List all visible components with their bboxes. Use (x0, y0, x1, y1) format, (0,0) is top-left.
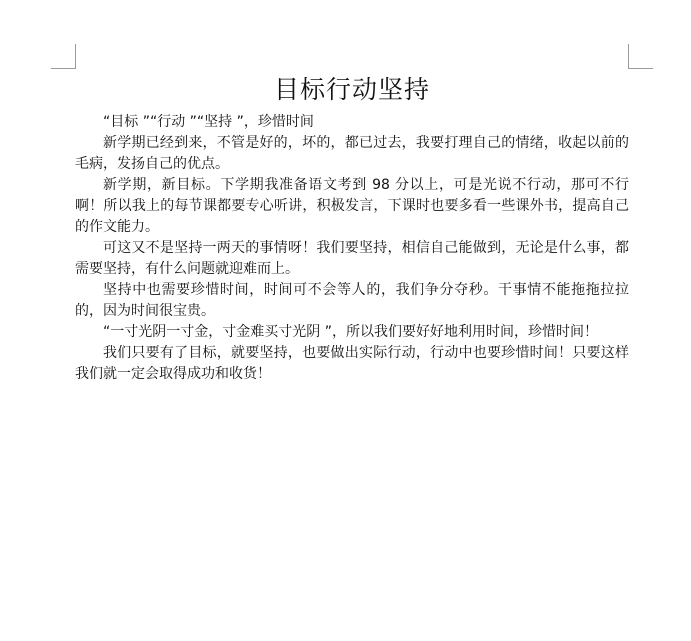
paragraph: 新学期，新目标。下学期我准备语文考到 98 分以上，可是光说不行动，那可不行啊！所以我上的每节课都要专心听讲，积极发言，下课时也要多看一些课外书，提高自己的作文能力。 (75, 177, 629, 235)
paragraph: 坚持中也需要珍惜时间，时间可不会等人的，我们争分夺秒。干事情不能拖拖拉拉的，因为时间很宝贵。 (75, 282, 629, 319)
margin-mark-top-right (628, 44, 653, 69)
paragraph: “一寸光阴一寸金，寸金难买寸光阴 ”，所以我们要好好地利用时间，珍惜时间！ (103, 324, 598, 340)
margin-mark-top-left (51, 44, 76, 69)
paragraph: 新学期已经到来，不管是好的，坏的，都已过去，我要打理自己的情绪，收起以前的毛病，发扬自己的优点。 (75, 135, 629, 172)
paragraph: 我们只要有了目标，就要坚持，也要做出实际行动，行动中也要珍惜时间！只要这样我们就一定会取得成功和收货！ (75, 345, 629, 382)
document-title: 目标行动坚持 (273, 75, 430, 104)
document-body (75, 70, 629, 385)
paragraph: 可这又不是坚持一两天的事情呀！我们要坚持，相信自己能做到，无论是什么事，都需要坚持，有什么问题就迎难而上。 (75, 240, 629, 277)
paragraph: “目标 ”“行动 ”“坚持 ”，珍惜时间 (103, 114, 314, 130)
